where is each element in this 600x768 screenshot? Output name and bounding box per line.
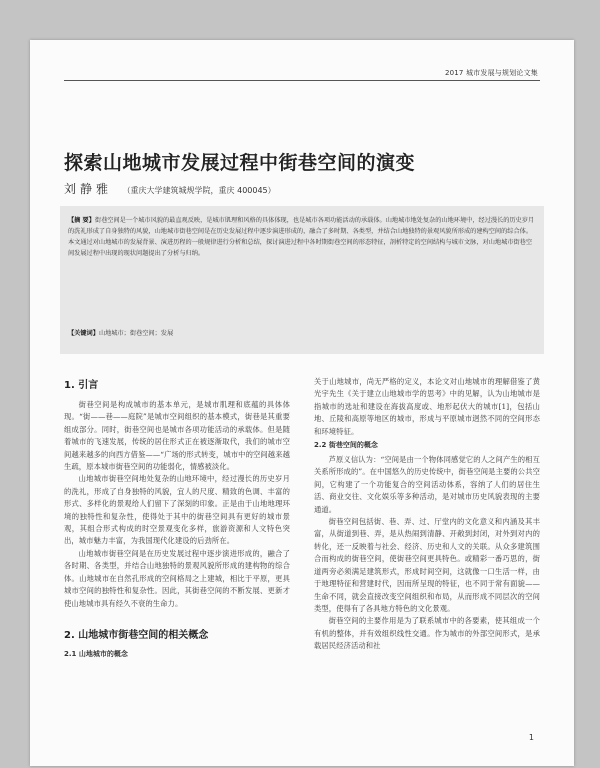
body-paragraph: 街巷空间包括街、巷、弄、过、厅堂内的文化意义和内涵及其丰富，从街道到巷、弄，是从热闹到清静、开敞到封闭，对外到对内的转化，还一反映着与社会、经济、历史和人文的关联。从众多建筑围合而构成的街巷空间，使街巷空间更具特色。或精彩一番巧思的，街道两旁必须满足建筑形式，形成时间空间，这就像一口生活一样，由于地理特征和营建时代，因而所呈现的特征，也不同于常有面貌——生命不同，就会直接改变空间组织和布局，从而形成不同层次的空间类型，使得有了各具地方特色的文化景观。 [314, 517, 540, 613]
body-paragraph: 芦原义信认为：“空间是由一个物体同感觉它的人之间产生的相互关系所形成的”。在中国悠久的历史传统中，街巷空间是主要的公共空间，它构建了一个功能复合的空间活动体系，容纳了人们的居住生活、商业交往、文化娱乐等多种活动，是对城市历史风貌表现的主要通道。 [314, 455, 540, 514]
body-paragraph: 关于山地城市，尚无严格的定义，本论文对山地城市的理解借鉴了黄光宇先生《关于建立山地城市学的思考》中的见解，认为山地城市是指城市的选址和建设在海拔高度或、地形起伏大的城市[1]，包括山地、丘陵和高原等地区的城市，形成与平原城市迥然不同的空间形态和环境特征。 [314, 377, 540, 436]
body-paragraph: 山地城市街巷空间是在历史发展过程中逐步演进形成的，融合了各时期、各类型，并结合山地独特的景观风貌所形成的建构物的综合体。山地城市在自然孔形成的空间格局之上建城，相比于平原，更具城市空间的独特性和复杂性。因此，其街巷空间的不断发展、更新才使山地城市具有经久不衰的生命力。 [64, 548, 290, 608]
left-column [64, 376, 290, 663]
author-affiliation: （重庆大学建筑城规学院，重庆 400045） [122, 186, 276, 195]
running-head: 2017 城市发展与规划论文集 [444, 69, 538, 77]
keywords [68, 328, 536, 337]
abstract [68, 215, 536, 259]
body-paragraph: 街巷空间的主要作用是为了联系城市中的各要素，使其组成一个有机的整体，并有效组织线性交通。作为城市的外部空间形式，是承载居民经济活动和社 [314, 616, 540, 651]
byline [64, 180, 276, 197]
keywords-label: 【关键词】 [68, 330, 99, 337]
subsection-heading: 2.2 街巷空间的概念 [314, 441, 378, 450]
subsection-heading: 2.1 山地城市的概念 [64, 649, 128, 658]
body-paragraph: 街巷空间是构成城市的基本单元，是城市肌理和底蕴的具体体现。“街——巷——庭院”是城市空间组织的基本模式，街巷是其重要组成部分。同时，街巷空间也是城市各项功能活动的承载体。但是随着城市的飞速发展，传统的居住形式正在被逐渐取代，我们的城市空间越来越多的向西方借鉴——“广场的形式转变，城市中的空间越来越生疏，原本城市街巷空间的功能弱化，情感被淡化。 [64, 400, 290, 472]
paper-page [30, 40, 574, 766]
author-name: 刘静雅 [64, 182, 113, 196]
section-heading-concepts: 2. 山地城市街巷空间的相关概念 [64, 629, 209, 641]
paper-title: 探索山地城市发展过程中街巷空间的演变 [64, 152, 416, 174]
body-paragraph: 山地城市街巷空间地处复杂的山地环境中，经过漫长的历史岁月的洗礼，形成了自身独特的风貌，宜人的尺度、精致的色调、丰富的形式、多样化的景观给人们留下了深刻的印象。正是由于山地地理环境的独特性和复杂性，使得处于其中的街巷空间具有更好的城市景观，其组合形式构成的时空景观变化多样，旅游资源和人文特色突出，城市魅力丰富，为我国现代化建设的后劲所在。 [64, 474, 290, 546]
abstract-box [60, 206, 544, 354]
section-heading-intro: 1. 引言 [64, 380, 99, 391]
abstract-label: 【摘 要】 [68, 217, 95, 224]
keywords-text: 山地城市；街巷空间；发展 [98, 330, 174, 337]
header-rule [64, 80, 540, 81]
right-column [314, 376, 540, 653]
abstract-text: 街巷空间是一个城市风貌的最直观反映，是城市肌理和风格的具体体现，也是城市各项功能活动的承载体。山地城市地处复杂的山地环境中，经过漫长的历史岁月的洗礼形成了自身独特的风貌，山地城市街巷空间是在历史发展过程中逐步演进形成的，融合了多时期、各类型，并结合山地独特的景观风貌所形成的建构空间的综合体。本文通过对山地城市的发展背景、演进历程的一般规律进行分析和总结，探讨演进过程中各时期街巷空间的形态特征，剖析特定的空间结构与城市文脉，对山地城市街巷空间发展过程中出现的现状问题提出了分析与归纳。 [68, 217, 535, 257]
page-number: 1 [528, 733, 534, 742]
